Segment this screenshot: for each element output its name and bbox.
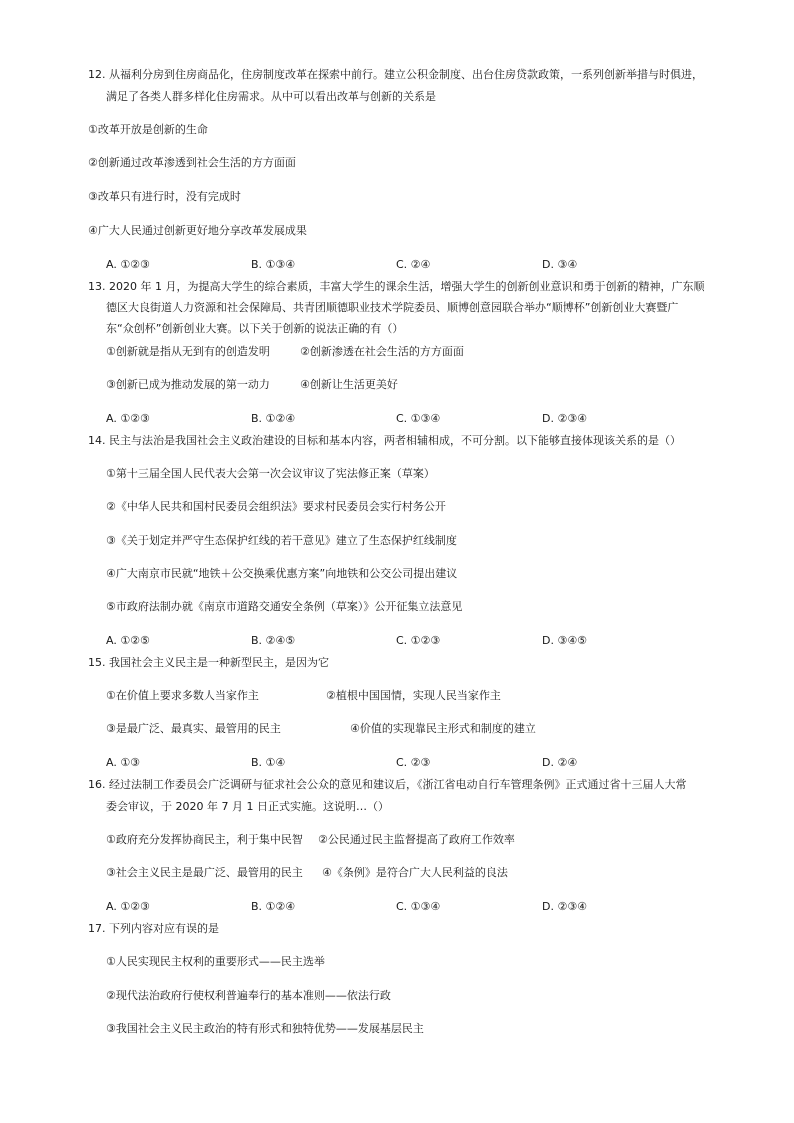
q13-choice-b[interactable]: B. ①②④ [251,412,296,425]
q16-choice-b[interactable]: B. ①②④ [251,900,296,913]
q12-option-4: ④广大人民通过创新更好地分享改革发展成果 [88,224,307,237]
q12-option-1: ①改革开放是创新的生命 [88,123,208,136]
q16-choice-c[interactable]: C. ①③④ [396,900,441,913]
q17-option-1: ①人民实现民主权利的重要形式——民主选举 [106,955,325,968]
q13-choice-a[interactable]: A. ①②③ [106,412,150,425]
q15-stem-line1: 15. 我国社会主义民主是一种新型民主，是因为它 [88,656,329,669]
q13-choices [106,412,706,426]
q13-choice-c[interactable]: C. ①③④ [396,412,441,425]
q17-stem-line1: 17. 下列内容对应有误的是 [88,922,219,935]
q14-option-1: ①第十三届全国人民代表大会第一次会议审议了宪法修正案（草案） [106,467,435,480]
q13-option-2: ②创新渗透在社会生活的方方面面 [300,345,464,358]
q15-option-3: ③是最广泛、最真实、最管用的民主 [106,722,281,735]
q16-option-3: ③社会主义民主是最广泛、最管用的民主 [106,866,303,879]
q15-choice-c[interactable]: C. ②③ [396,756,431,769]
q17-option-2: ②现代法治政府行使权利普遍奉行的基本准则——依法行政 [106,989,391,1002]
q12-option-3: ③改革只有进行时，没有完成时 [88,190,241,203]
q12-choices [106,258,706,272]
q13-stem-line1: 13. 2020 年 1 月，为提高大学生的综合素质，丰富大学生的课余生活，增强大学生的创新创业意识和勇于创新的精神，广东顺 [88,280,705,293]
q15-choices [106,756,706,770]
q12-stem-line1: 12. 从福利分房到住房商品化，住房制度改革在探索中前行。建立公积金制度、出台住房贷款政策，一系列创新举措与时俱进， [88,68,703,81]
q14-choice-d[interactable]: D. ③④⑤ [542,634,588,647]
q14-option-2: ②《中华人民共和国村民委员会组织法》要求村民委员会实行村务公开 [106,500,446,513]
q14-choice-b[interactable]: B. ②④⑤ [251,634,296,647]
q13-option-3: ③创新已成为推动发展的第一动力 [106,378,270,391]
q15-choice-d[interactable]: D. ②④ [542,756,578,769]
q15-option-1: ①在价值上要求多数人当家作主 [106,689,259,702]
q14-choice-a[interactable]: A. ①②⑤ [106,634,150,647]
q12-choice-a[interactable]: A. ①②③ [106,258,150,271]
q15-option-4: ④价值的实现靠民主形式和制度的建立 [350,722,536,735]
q13-option-1: ①创新就是指从无到有的创造发明 [106,345,270,358]
q12-option-2: ②创新通过改革渗透到社会生活的方方面面 [88,156,296,169]
q14-option-4: ④广大南京市民就“地铁＋公交换乘优惠方案”向地铁和公交公司提出建议 [106,567,458,580]
q12-stem-line2: 满足了各类人群多样化住房需求。从中可以看出改革与创新的关系是 [106,90,436,103]
q14-choice-c[interactable]: C. ①②③ [396,634,441,647]
q16-stem-line1: 16. 经过法制工作委员会广泛调研与征求社会公众的意见和建议后，《浙江省电动自行车管理条例》正式通过省十三届人大常 [88,778,687,791]
q13-choice-d[interactable]: D. ②③④ [542,412,588,425]
q16-choice-a[interactable]: A. ①②③ [106,900,150,913]
q14-option-3: ③《关于划定并严守生态保护红线的若干意见》建立了生态保护红线制度 [106,534,457,547]
q14-choices [106,634,706,648]
q15-option-2: ②植根中国国情，实现人民当家作主 [326,689,501,702]
q17-option-3: ③我国社会主义民主政治的特有形式和独特优势——发展基层民主 [106,1022,424,1035]
q16-option-1: ①政府充分发挥协商民主，利于集中民智 [106,833,303,846]
q16-option-4: ④《条例》是符合广大人民利益的良法 [322,866,508,879]
q16-stem-line2: 委会审议，于 2020 年 7 月 1 日正式实施。这说明…（） [106,800,389,813]
q15-choice-a[interactable]: A. ①③ [106,756,141,769]
q16-choice-d[interactable]: D. ②③④ [542,900,588,913]
q15-choice-b[interactable]: B. ①④ [251,756,286,769]
q12-choice-d[interactable]: D. ③④ [542,258,578,271]
q13-option-4: ④创新让生活更美好 [300,378,398,391]
q12-choice-b[interactable]: B. ①③④ [251,258,296,271]
q16-choices [106,900,706,914]
q13-stem-line3: 东“众创杯”创新创业大赛。以下关于创新的说法正确的有（） [106,322,404,335]
q13-stem-line2: 德区大良街道人力资源和社会保障局、共青团顺德职业技术学院委员、顺博创意园联合举办“顺博杯”创新创业大赛暨广 [106,301,679,314]
q14-stem-line1: 14. 民主与法治是我国社会主义政治建设的目标和基本内容，两者相辅相成，不可分割。以下能够直接体现该关系的是（） [88,434,681,447]
q14-option-5: ⑤市政府法制办就《南京市道路交通安全条例（草案）》公开征集立法意见 [106,600,463,613]
q16-option-2: ②公民通过民主监督提高了政府工作效率 [318,833,515,846]
q12-choice-c[interactable]: C. ②④ [396,258,431,271]
